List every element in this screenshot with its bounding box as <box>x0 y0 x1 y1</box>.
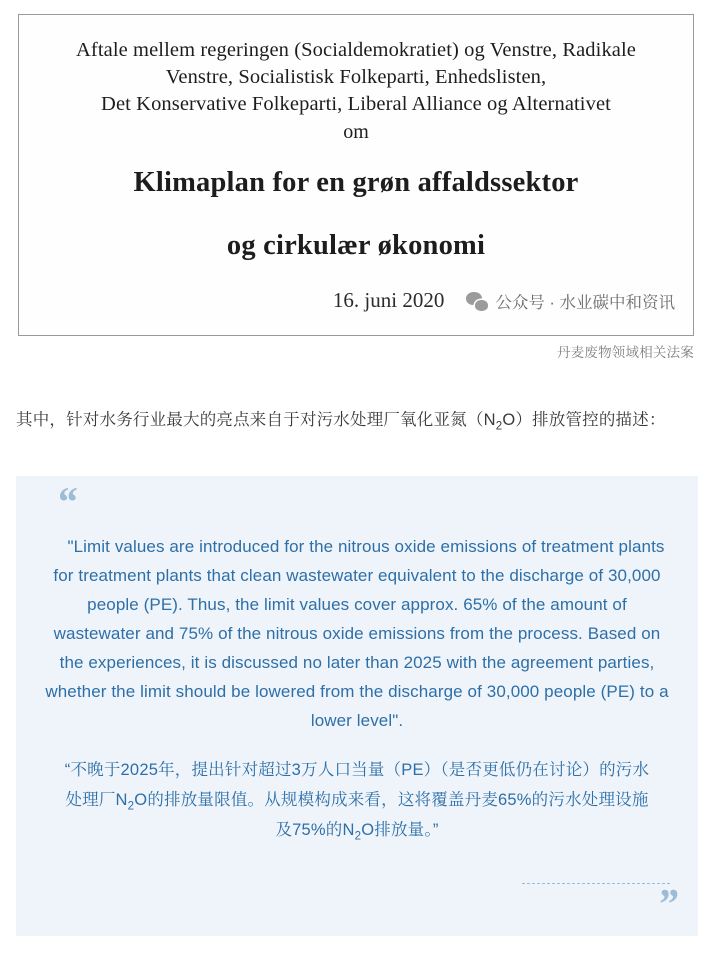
body-text-part-2: O）排放管控的描述： <box>502 410 666 429</box>
document-preamble-line-2: Venstre, Socialistisk Folkeparti, Enhedslisten, <box>165 66 547 88</box>
quote-chinese-text <box>38 755 676 845</box>
quote-chinese-subscript-1: 2 <box>127 800 135 813</box>
document-front-page <box>19 15 693 335</box>
image-caption: 丹麦废物领域相关法案 <box>557 345 694 360</box>
document-image-card <box>18 14 694 336</box>
quote-chinese-subscript-2: 2 <box>354 830 362 843</box>
quote-footer <box>522 882 676 928</box>
quote-block <box>16 476 698 936</box>
body-paragraph <box>16 405 700 435</box>
wechat-icon <box>466 290 488 312</box>
quote-chinese-part-2: O的排放量限值。从规模构成来看，这将覆盖丹麦65%的污水处理设施及75%的N <box>134 791 649 839</box>
document-preamble <box>43 37 669 118</box>
document-preamble-line-1: Aftale mellem regeringen (Socialdemokratiet) og Venstre, Radikale <box>76 39 636 61</box>
document-preamble-line-3: Det Konservative Folkeparti, Liberal Alliance og Alternativet <box>101 93 611 115</box>
watermark-text: 公众号 · 水业碳中和资讯 <box>495 293 675 312</box>
document-footer-row <box>19 288 693 313</box>
quote-chinese-part-1: “不晚于2025年，提出针对超过3万人口当量（PE）（是否更低仍在讨论）的污水处理厂N <box>64 761 650 809</box>
document-title-line-2: og cirkulær økonomi <box>226 230 486 261</box>
quote-chinese-part-3: O排放量。” <box>361 821 439 839</box>
document-title-line-1: Klimaplan for en grøn affaldssektor <box>133 167 579 198</box>
watermark-credit <box>466 289 675 313</box>
quote-open-mark: “ <box>56 480 75 526</box>
document-date: 16. juni 2020 <box>332 288 445 312</box>
quote-close-mark: ” <box>657 882 676 928</box>
quote-english-text: "Limit values are introduced for the nitrous oxide emissions of treatment plants for treatment plants that clean wastewater equivalent to the discharge of 30,000 people (PE). Thus, the limit values cover approx. 65% of the amount of wastewater and 75% of the nitrous oxide emissions from the process. Based on the experiences, it is discussed no later than 2025 with the agreement parties, whether the limit should be lowered from the discharge of 30,000 people (PE) to a lower level". <box>45 537 669 730</box>
body-subscript: 2 <box>495 419 503 432</box>
body-text-part-1: 其中，针对水务行业最大的亮点来自于对污水处理厂氧化亚氮（N <box>16 410 496 429</box>
dashed-divider <box>522 883 670 884</box>
document-preamble-om: om <box>343 121 369 143</box>
